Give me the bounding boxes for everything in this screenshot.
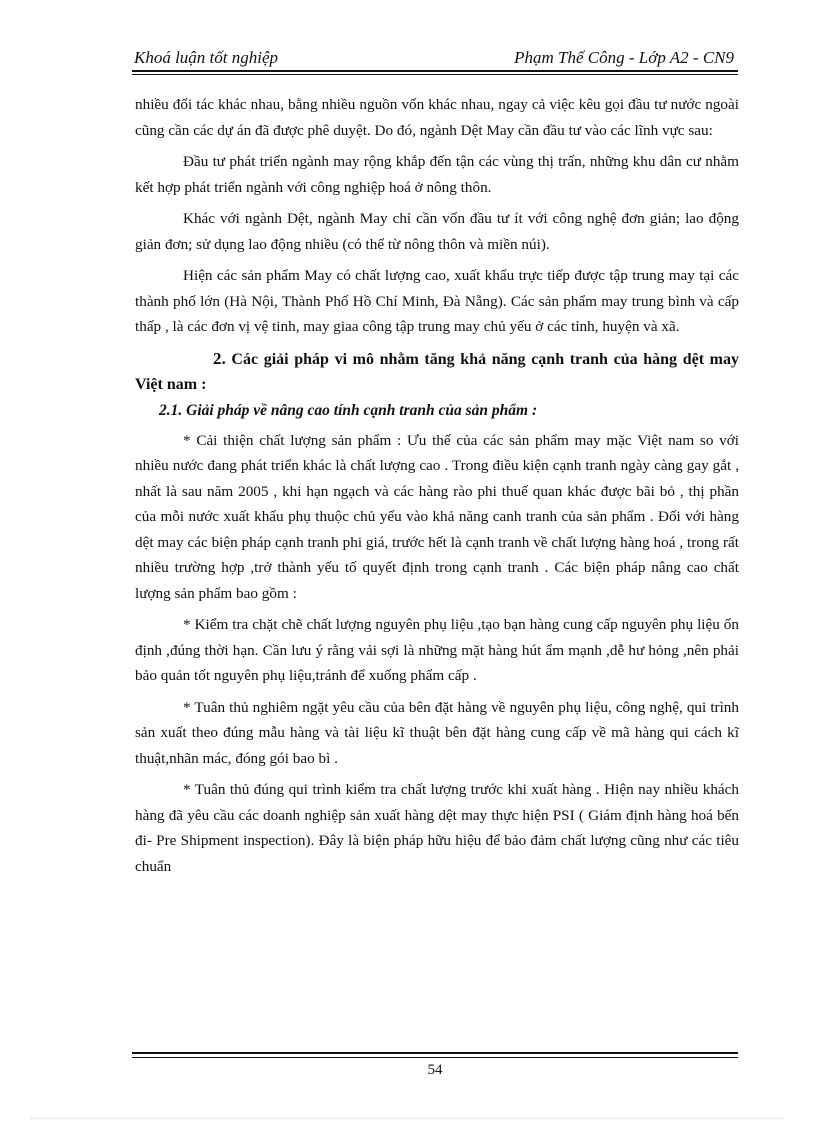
bullet-quality-improvement: * Cải thiện chất lượng sản phẩm : Ưu thế của các sản phẩm may mặc Việt nam so với nhiều nước đang phát triển khác là chất lượng cao . Trong điều kiện cạnh tranh ngày càng gay gắt , nhất là sau năm 2005 , khi hạn ngạch và các hàng rào phi thuế quan khác được bãi bỏ , thị phần của mỗi nước xuất khẩu phụ thuộc chủ yếu vào khả năng canh tranh của sản phẩm . Đối với hàng dệt may các biện pháp cạnh tranh phi giá, trước hết là cạnh tranh về chất lượng hàng hoá , trong rất nhiều trường hợp ,trở thành yếu tố quyết định trong cạnh tranh . Các biện pháp nâng cao chất lượng sản phẩm bao gồm : xyxy=(135,431,739,602)
paragraph-investment-intro: nhiều đối tác khác nhau, bằng nhiều nguồn vốn khác nhau, ngay cả việc kêu gọi đầu tư nước ngoài cũng cần các dự án đã được phê duyệt. Do đó, ngành Dệt May cần đầu tư vào các lĩnh vực sau: xyxy=(135,96,739,139)
subsection-heading-2-1: 2.1. Giải pháp về nâng cao tính cạnh tranh của sản phẩm : xyxy=(159,401,538,419)
footer-rule-thick xyxy=(132,1052,738,1054)
paragraph-rural-expansion: Đầu tư phát triển ngành may rộng khắp đến tận các vùng thị trấn, những khu dân cư nhằm kết hợp phát triển ngành với công nghiệp hoá ở nông thôn. xyxy=(135,153,739,196)
bullet-material-inspection: * Kiểm tra chặt chẽ chất lượng nguyên phụ liệu ,tạo bạn hàng cung cấp nguyên phụ liệu ổn định ,đúng thời hạn. Cần lưu ý rằng vải sợi là những mặt hàng hút ẩm mạnh ,dễ hư hỏng ,nên phải bảo quản tốt nguyên phụ liệu,tránh để xuống phẩm cấp . xyxy=(135,616,739,684)
page-header xyxy=(132,44,738,70)
section-heading-2 xyxy=(135,346,739,398)
page-bottom-dotted-line xyxy=(30,1118,786,1119)
header-author-class: Phạm Thế Công - Lớp A2 - CN9 xyxy=(514,48,734,67)
bullet-pre-shipment-check: * Tuân thủ đúng qui trình kiểm tra chất lượng trước khi xuất hàng . Hiện nay nhiều khách hàng đã yêu cầu các doanh nghiệp sản xuất hàng dệt may thực hiện PSI ( Giám định hàng hoá bến đi- Pre Shipment inspection). Đây là biện pháp hữu hiệu để bảo đảm chất lượng cũng như các tiêu chuẩn xyxy=(135,781,739,875)
page-body xyxy=(135,92,739,1032)
header-rule-thin xyxy=(132,74,738,75)
header-rule-thick xyxy=(132,70,738,72)
section-title: Các giải pháp vi mô nhằm tăng khả năng cạnh tranh của hàng dệt may Việt nam : xyxy=(135,350,740,393)
paragraph-garment-vs-textile: Khác với ngành Dệt, ngành May chỉ cần vốn đầu tư ít với công nghệ đơn giản; lao động giản đơn; sử dụng lao động nhiều (có thể từ nông thôn và miền núi). xyxy=(135,210,739,253)
footer-rule-thin xyxy=(132,1057,738,1058)
header-thesis-title: Khoá luận tốt nghiệp xyxy=(134,48,279,67)
paragraph-product-distribution: Hiện các sản phẩm May có chất lượng cao, xuất khẩu trực tiếp được tập trung may tại các thành phố lớn (Hà Nội, Thành Phố Hồ Chí Minh, Đà Nẵng). Các sản phẩm may trung bình và cấp thấp , là các đơn vị vệ tinh, may giaa công tập trung may chủ yếu ở các tỉnh, huyện và xã. xyxy=(135,267,739,335)
page-number: 54 xyxy=(427,1062,443,1078)
section-number: 2. xyxy=(213,348,226,368)
bullet-order-compliance: * Tuân thủ nghiêm ngặt yêu cầu của bên đặt hàng về nguyên phụ liệu, công nghệ, qui trình sản xuất theo đúng mẫu hàng và tài liệu kĩ thuật bên đặt hàng cung cấp về mã hàng qui cách kĩ thuật,nhãn mác, đóng gói bao bì . xyxy=(135,698,739,767)
